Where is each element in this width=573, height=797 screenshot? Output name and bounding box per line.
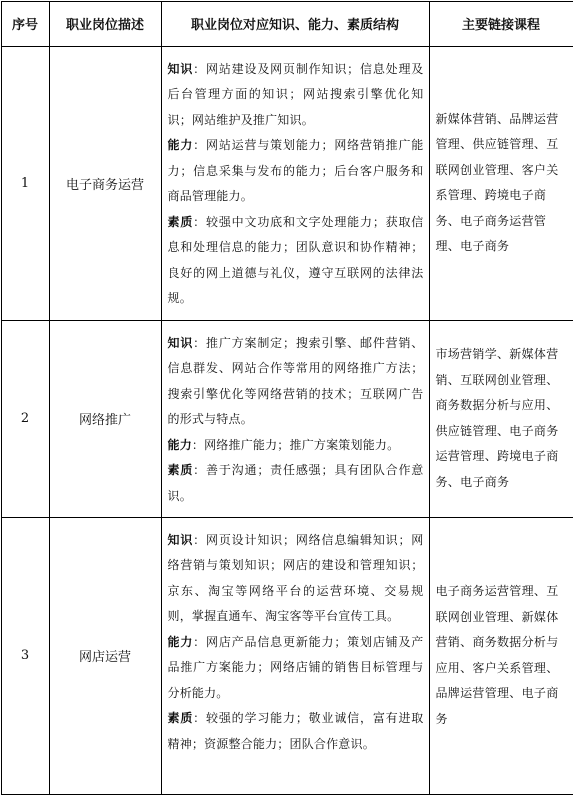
ability-paragraph xyxy=(168,630,424,707)
row-index: 1 xyxy=(1,46,49,320)
row-structure xyxy=(161,320,429,517)
row-position: 网店运营 xyxy=(49,517,161,794)
row-structure xyxy=(161,517,429,794)
label-separator: ： xyxy=(193,711,206,725)
ability-label: 能力 xyxy=(168,635,194,649)
knowledge-paragraph xyxy=(168,528,424,630)
knowledge-label: 知识 xyxy=(168,336,194,350)
quality-text: 较强的学习能力；敬业诚信，富有进取精神；资源整合能力；团队合作意识。 xyxy=(168,711,424,751)
table-row xyxy=(1,46,573,320)
quality-text: 善于沟通；责任感强；具有团队合作意识。 xyxy=(168,463,424,503)
row-structure xyxy=(161,46,429,320)
ability-text: 网站运营与策划能力；网络营销推广能力；信息采集与发布的能力；后台客户服务和商品管理能力。 xyxy=(168,138,424,203)
ability-text: 网络推广能力；推广方案策划能力。 xyxy=(204,438,399,452)
header-row xyxy=(1,1,573,46)
knowledge-text: 推广方案制定；搜索引擎、邮件营销、信息群发、网站合作等常用的网络推广方法；搜索引擎优化等网络营销的技术；互联网广告的形式与特点。 xyxy=(168,336,424,427)
label-separator: ： xyxy=(193,215,206,229)
knowledge-text: 网站建设及网页制作知识；信息处理及后台管理方面的知识；网站搜索引擎优化知识；网站维护及推广知识。 xyxy=(168,62,424,127)
label-separator: ： xyxy=(192,438,204,452)
ability-label: 能力 xyxy=(168,438,192,452)
quality-paragraph xyxy=(168,706,424,757)
table-row xyxy=(1,320,573,517)
quality-paragraph xyxy=(168,458,424,509)
ability-text: 网店产品信息更新能力；策划店铺及产品推广方案能力；网络店铺的销售目标管理与分析能力。 xyxy=(168,635,424,700)
row-index: 2 xyxy=(1,320,49,517)
knowledge-paragraph xyxy=(168,331,424,433)
row-position: 电子商务运营 xyxy=(49,46,161,320)
quality-text: 较强中文功底和文字处理能力；获取信息和处理信息的能力；团队意识和协作精神；良好的网上道德与礼仪，遵守互联网的法律法规。 xyxy=(168,215,424,306)
row-position: 网络推广 xyxy=(49,320,161,517)
row-index: 3 xyxy=(1,517,49,794)
label-separator: ： xyxy=(193,62,206,76)
knowledge-paragraph xyxy=(168,57,424,134)
label-separator: ： xyxy=(193,336,206,350)
knowledge-label: 知识 xyxy=(168,533,194,547)
label-separator: ： xyxy=(193,463,206,477)
label-separator: ： xyxy=(193,138,206,152)
quality-label: 素质 xyxy=(168,711,194,725)
row-courses: 市场营销学、新媒体营销、互联网创业管理、商务数据分析与应用、供应链管理、电子商务运营管理、跨境电子商务、电子商务 xyxy=(429,320,573,517)
quality-label: 素质 xyxy=(168,215,194,229)
table-row xyxy=(1,517,573,794)
header-position: 职业岗位描述 xyxy=(49,1,161,46)
quality-paragraph xyxy=(168,210,424,312)
header-index: 序号 xyxy=(1,1,49,46)
row-courses: 新媒体营销、品牌运营管理、供应链管理、互联网创业管理、客户关系管理、跨境电子商务、电子商务运营管理、电子商务 xyxy=(429,46,573,320)
ability-label: 能力 xyxy=(168,138,194,152)
label-separator: ： xyxy=(193,635,206,649)
ability-paragraph xyxy=(168,133,424,210)
quality-label: 素质 xyxy=(168,463,194,477)
knowledge-text: 网页设计知识；网络信息编辑知识；网络营销与策划知识；网店的建设和管理知识；京东、淘宝等网络平台的运营环境、交易规则，掌握直通车、淘宝客等平台宣传工具。 xyxy=(168,533,424,624)
ability-paragraph xyxy=(168,433,424,459)
label-separator: ： xyxy=(193,533,206,547)
curriculum-table xyxy=(1,1,573,795)
row-courses: 电子商务运营管理、互联网创业管理、新媒体营销、商务数据分析与应用、客户关系管理、品牌运营管理、电子商务 xyxy=(429,517,573,794)
header-courses: 主要链接课程 xyxy=(429,1,573,46)
knowledge-label: 知识 xyxy=(168,62,194,76)
header-structure: 职业岗位对应知识、能力、素质结构 xyxy=(161,1,429,46)
